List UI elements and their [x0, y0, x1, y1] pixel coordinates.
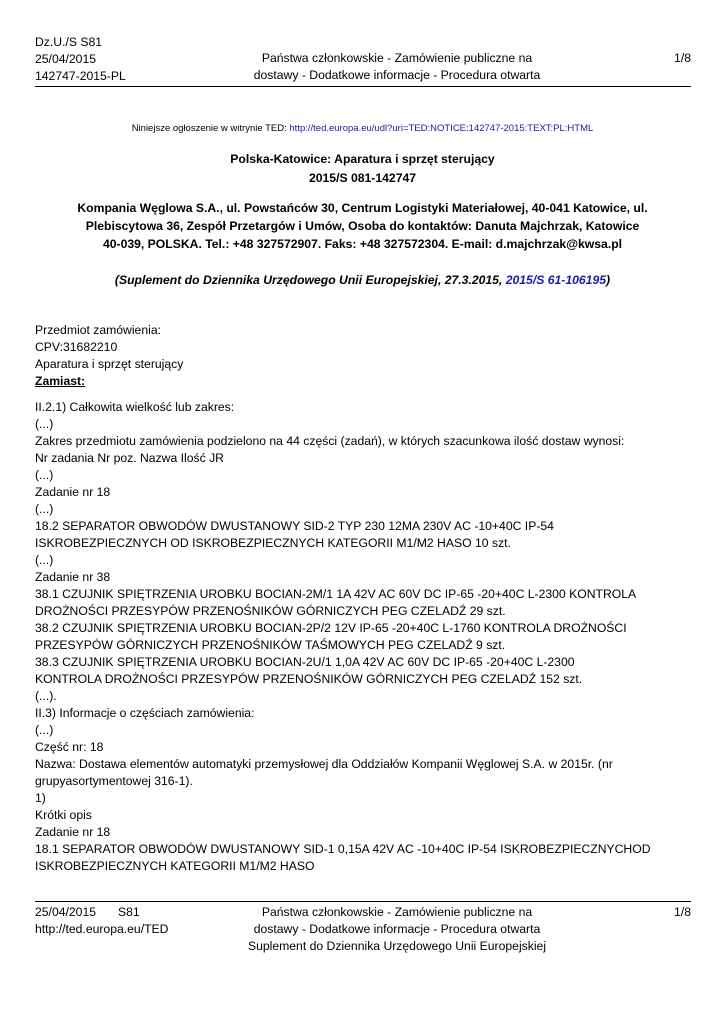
body-line: KONTROLA DROŻNOŚCI PRZESYPÓW PRZENOŚNIKÓW GÓRNICZYCH PEG CZELADŹ 152 szt.: [35, 672, 583, 686]
subject-label: Przedmiot zamówienia:: [35, 323, 161, 337]
subject-block: [35, 322, 695, 390]
footer-title-line1: Państwa członkowskie - Zamówienie publiczne na: [261, 905, 533, 919]
body-line: 38.3 CZUJNIK SPIĘTRZENIA UROBKU BOCIAN-2U/1 1,0A 42V AC 60V DC IP-65 -20+40C L-2300: [35, 655, 575, 669]
header-journal: Dz.U./S S81: [35, 35, 103, 49]
notice-title-line2: 2015/S 081-142747: [308, 171, 417, 185]
footer-meta: [35, 904, 168, 938]
body-line: II.3) Informacje o częściach zamówienia:: [35, 706, 255, 720]
body-line: Zadanie nr 18: [35, 485, 111, 499]
footer-title: [205, 904, 589, 955]
supplement-link[interactable]: 2015/S 61-106195: [505, 273, 607, 287]
header-title-line2: dostawy - Dodatkowe informacje - Procedura otwarta: [253, 68, 541, 82]
body-line: Nazwa: Dostawa elementów automatyki przemysłowej dla Oddziałów Kompanii Węglowej S.A. w 2015r. (nr: [35, 757, 613, 771]
body-line: (...).: [35, 689, 57, 703]
body-line: ISKROBEZPIECZNYCH OD ISKROBEZPIECZNYCH KATEGORII M1/M2 HASO 10 szt.: [35, 536, 511, 550]
body-line: DROŻNOŚCI PRZESYPÓW PRZENOŚNIKÓW GÓRNICZYCH PEG CZELADŹ 29 szt.: [35, 604, 506, 618]
notice-body: [35, 399, 695, 875]
header-page-number: 1/8: [674, 51, 691, 65]
header-divider: [35, 86, 691, 87]
contracting-authority-line2: Plebiscytowa 36, Zespół Przetargów i Umów, Osoba do kontaktów: Danuta Majchrzak, Katowice: [85, 219, 640, 233]
body-line: Zadanie nr 18: [35, 825, 111, 839]
contracting-authority-line1: Kompania Węglowa S.A., ul. Powstańców 30, Centrum Logistyki Materiałowej, 40-041 Katowice, ul.: [77, 201, 648, 215]
footer-divider: [35, 901, 691, 902]
footer-page-number: 1/8: [674, 905, 691, 919]
body-line: (...): [35, 468, 54, 482]
body-line: (...): [35, 553, 54, 567]
contracting-authority-line3: 40-039, POLSKA. Tel.: +48 327572907. Faks: +48 327572304. E-mail: d.majchrzak@kwsa.pl: [102, 237, 623, 251]
body-line: Krótki opis: [35, 808, 92, 822]
header-date: 25/04/2015: [35, 52, 96, 66]
body-line: ISKROBEZPIECZNYCH KATEGORII M1/M2 HASO: [35, 859, 315, 873]
body-line: 38.2 CZUJNIK SPIĘTRZENIA UROBKU BOCIAN-2P/2 12V IP-65 -20+40C L-1760 KONTROLA DROŻNOŚCI: [35, 621, 627, 635]
body-line: 38.1 CZUJNIK SPIĘTRZENIA UROBKU BOCIAN-2M/1 1A 42V AC 60V DC IP-65 -20+40C L-2300 KONTROLA: [35, 587, 637, 601]
supplement-suffix: ): [606, 273, 611, 287]
ted-notice-prefix: Niniejsze ogłoszenie w witrynie TED:: [131, 123, 290, 134]
footer-series: S81: [118, 905, 140, 919]
body-line: Nr zadania Nr poz. Nazwa Ilość JR: [35, 451, 224, 465]
body-line: grupyasortymentowej 316-1).: [35, 774, 193, 788]
body-line: Część nr: 18: [35, 740, 104, 754]
notice-title: [0, 150, 725, 188]
ted-notice-link[interactable]: http://ted.europa.eu/udl?uri=TED:NOTICE:142747-2015:TEXT:PL:HTML: [289, 123, 594, 134]
header-title: [205, 50, 589, 84]
footer-date: 25/04/2015: [35, 905, 96, 919]
subject-cpv-description: Aparatura i sprzęt sterujący: [35, 357, 184, 371]
body-line: 1): [35, 791, 46, 805]
footer-title-line3: Suplement do Dziennika Urzędowego Unii Europejskiej: [247, 939, 547, 953]
body-line: 18.1 SEPARATOR OBWODÓW DWUSTANOWY SID-1 0,15A 42V AC -10+40C IP-54 ISKROBEZPIECZNYCHOD: [35, 842, 651, 856]
header-title-line1: Państwa członkowskie - Zamówienie publiczne na: [261, 51, 533, 65]
body-line: Zakres przedmiotu zamówienia podzielono na 44 części (zadań), w których szacunkowa ilość dostaw wynosi:: [35, 434, 625, 448]
body-line: (...): [35, 502, 54, 516]
notice-title-line1: Polska-Katowice: Aparatura i sprzęt sterujący: [230, 152, 495, 166]
header-meta: [35, 34, 126, 85]
body-line: PRZESYPÓW GÓRNICZYCH PRZENOŚNIKÓW TAŚMOWYCH PEG CZELADŹ 9 szt.: [35, 638, 506, 652]
footer-title-line2: dostawy - Dodatkowe informacje - Procedura otwarta: [253, 922, 541, 936]
body-line: 18.2 SEPARATOR OBWODÓW DWUSTANOWY SID-2 TYP 230 12MA 230V AC -10+40C IP-54: [35, 519, 554, 533]
body-line: Zadanie nr 38: [35, 570, 111, 584]
header-notice-id: 142747-2015-PL: [35, 69, 126, 83]
contracting-authority: [60, 199, 665, 253]
body-line: II.2.1) Całkowita wielkość lub zakres:: [35, 400, 235, 414]
supplement-reference: [0, 271, 725, 289]
body-line: (...): [35, 417, 54, 431]
ted-notice: [0, 122, 725, 135]
subject-cpv: CPV:31682210: [35, 340, 118, 354]
supplement-prefix: (Suplement do Dziennika Urzędowego Unii Europejskiej, 27.3.2015,: [114, 273, 506, 287]
footer-site: http://ted.europa.eu/TED: [35, 922, 169, 936]
body-line: (...): [35, 723, 54, 737]
instead-heading: Zamiast:: [35, 374, 86, 388]
